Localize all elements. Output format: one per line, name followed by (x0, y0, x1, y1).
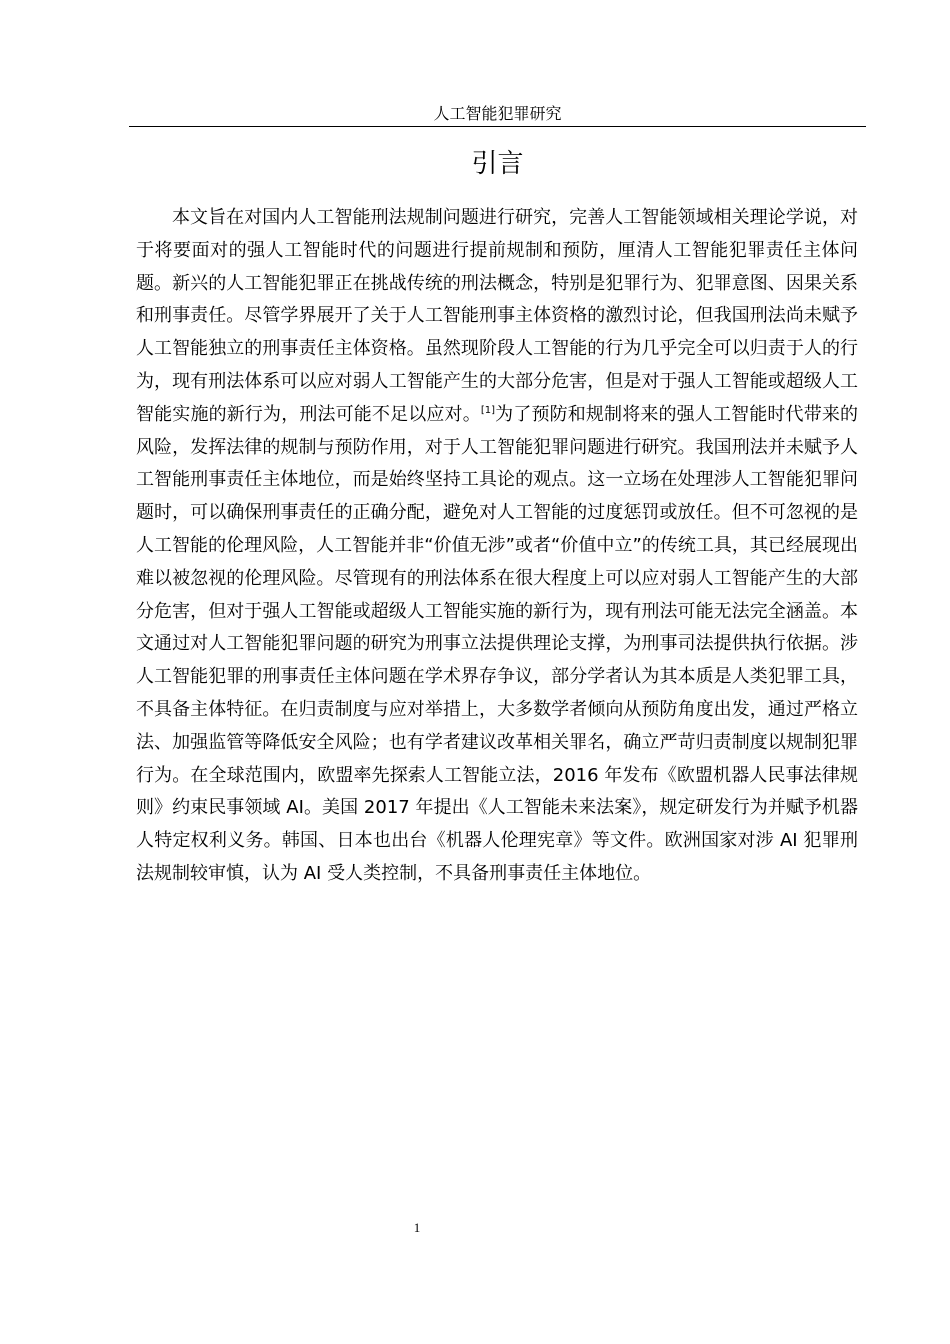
page-number: 1 (413, 1220, 421, 1235)
body-paragraph (136, 202, 858, 891)
citation-marker[interactable]: [1] (480, 404, 496, 416)
paragraph-text-part1: 本文旨在对国内人工智能刑法规制问题进行研究，完善人工智能领域相关理论学说，对于将要面对的强人工智能时代的问题进行提前规制和预防，厘清人工智能犯罪责任主体问题。新兴的人工智能犯罪正在挑战传统的刑法概念，特别是犯罪行为、犯罪意图、因果关系和刑事责任。尽管学界展开了关于人工智能刑事主体资格的激烈讨论，但我国刑法尚未赋予人工智能独立的刑事责任主体资格。虽然现阶段人工智能的行为几乎完全可以归责于人的行为，现有刑法体系可以应对弱人工智能产生的大部分危害，但是对于强人工智能或超级人工智能实施的新行为，刑法可能不足以应对。 (136, 207, 858, 425)
paragraph-text-part2: 为了预防和规制将来的强人工智能时代带来的风险，发挥法律的规制与预防作用，对于人工智能犯罪问题进行研究。我国刑法并未赋予人工智能刑事责任主体地位，而是始终坚持工具论的观点。这一立场在处理涉人工智能犯罪问题时，可以确保刑事责任的正确分配，避免对人工智能的过度惩罚或放任。但不可忽视的是人工智能的伦理风险，人工智能并非“价值无涉”或者“价值中立”的传统工具，其已经展现出难以被忽视的伦理风险。尽管现有的刑法体系在很大程度上可以应对弱人工智能产生的大部分危害，但对于强人工智能或超级人工智能实施的新行为，现有刑法可能无法完全涵盖。本文通过对人工智能犯罪问题的研究为刑事立法提供理论支撑，为刑事司法提供执行依据。涉人工智能犯罪的刑事责任主体问题在学术界存争议，部分学者认为其本质是人类犯罪工具，不具备主体特征。在归责制度与应对举措上，大多数学者倾向从预防角度出发，通过严格立法、加强监管等降低安全风险；也有学者建议改革相关罪名，确立严苛归责制度以规制犯罪行为。在全球范围内，欧盟率先探索人工智能立法，2016 年发布《欧盟机器人民事法律规则》约束民事领域 AI。美国 2017 年提出《人工智能未来法案》，规定研发行为并赋予机器人特定权利义务。韩国、日本也出台《机器人伦理宪章》等文件。欧洲国家对涉 AI 犯罪刑法规制较审慎，认为 AI 受人类控制，不具备刑事责任主体地位。 (136, 403, 859, 884)
page-title: 引言 (471, 149, 524, 179)
running-header: 人工智能犯罪研究 (129, 102, 866, 127)
